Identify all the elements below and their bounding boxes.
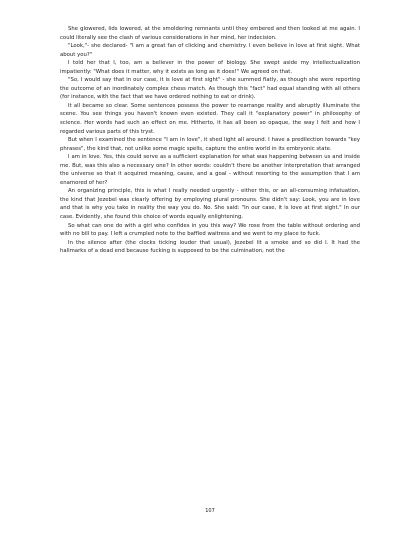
paragraph: "Look,"- she declared- "I am a great fan of clicking and chemistry. I even believe in love at first sight. What about you?" <box>60 43 360 58</box>
paragraph: An organizing principle, this is what I really needed urgently - either this, or an all-consuming infatuation, the kind that Jezebel was clearly offering by employing plural pronouns. She didn't say: Look, you are in love and that is why you take in reality the way you do. No. She said: "In our case, it is love at first sight." In our case. Evidently, she found this choice of words equally enlightening. <box>60 188 360 221</box>
paragraph: "So, I would say that in our case, it is love at first sight" - she summed flatly, as though she were reporting the outcome of an inordinately complex chess match. As though this "fact" had equal standing with all others (for instance, with the fact that we have ordered nothing to eat or drink). <box>60 77 360 101</box>
paragraph: In the silence after (the clocks ticking louder that usual), Jezebel lit a smoke and so did I. It had the hallmarks of a dead end because fucking is supposed to be the culmination, not the <box>60 239 360 255</box>
body-text <box>60 25 360 256</box>
paragraph: So what can one do with a girl who confides in you this way? We rose from the table without ordering and with no bill to pay. I left a crumpled note to the baffled waitress and we went to my place to fuck. <box>60 222 360 238</box>
paragraph: It all became so clear. Some sentences possess the power to rearrange reality and abruptly illuminate the scene. You see things you haven't known even existed. They call it "explanatory power" in philosophy of science. Her words had such an effect on me. Hitherto, it has all been so opaque, the way I felt and how I regarded various parts of this tryst. <box>60 102 360 135</box>
paragraph: But when I examined the sentence "I am in love", it shed light all around. I have a predilection towards "key phrases", the kind that, not unlike some magic spells, capture the entire world in its embryonic state. <box>60 137 360 152</box>
paragraph: I am in love. Yes, this could serve as a sufficient explanation for what was happening between us and inside me. But, was this also a necessary one? In other words: couldn't there be another interpretation that arranged the universe so that it acquired meaning, cause, and a goal - without resorting to the assumption that I am enamored of her? <box>60 154 360 186</box>
page-number: 107 <box>205 508 215 514</box>
paragraph: She glowered, lids lowered, at the smoldering remnants until they embered and then looked at me again. I could literally see the clash of various considerations in her mind, her indecision. <box>60 26 360 41</box>
paragraph: I told her that I, too, am a believer in the power of biology. She swept aside my intellectualization impatiently: "What does it matter, why it exists as long as it does!" We agreed on that. <box>60 60 360 75</box>
